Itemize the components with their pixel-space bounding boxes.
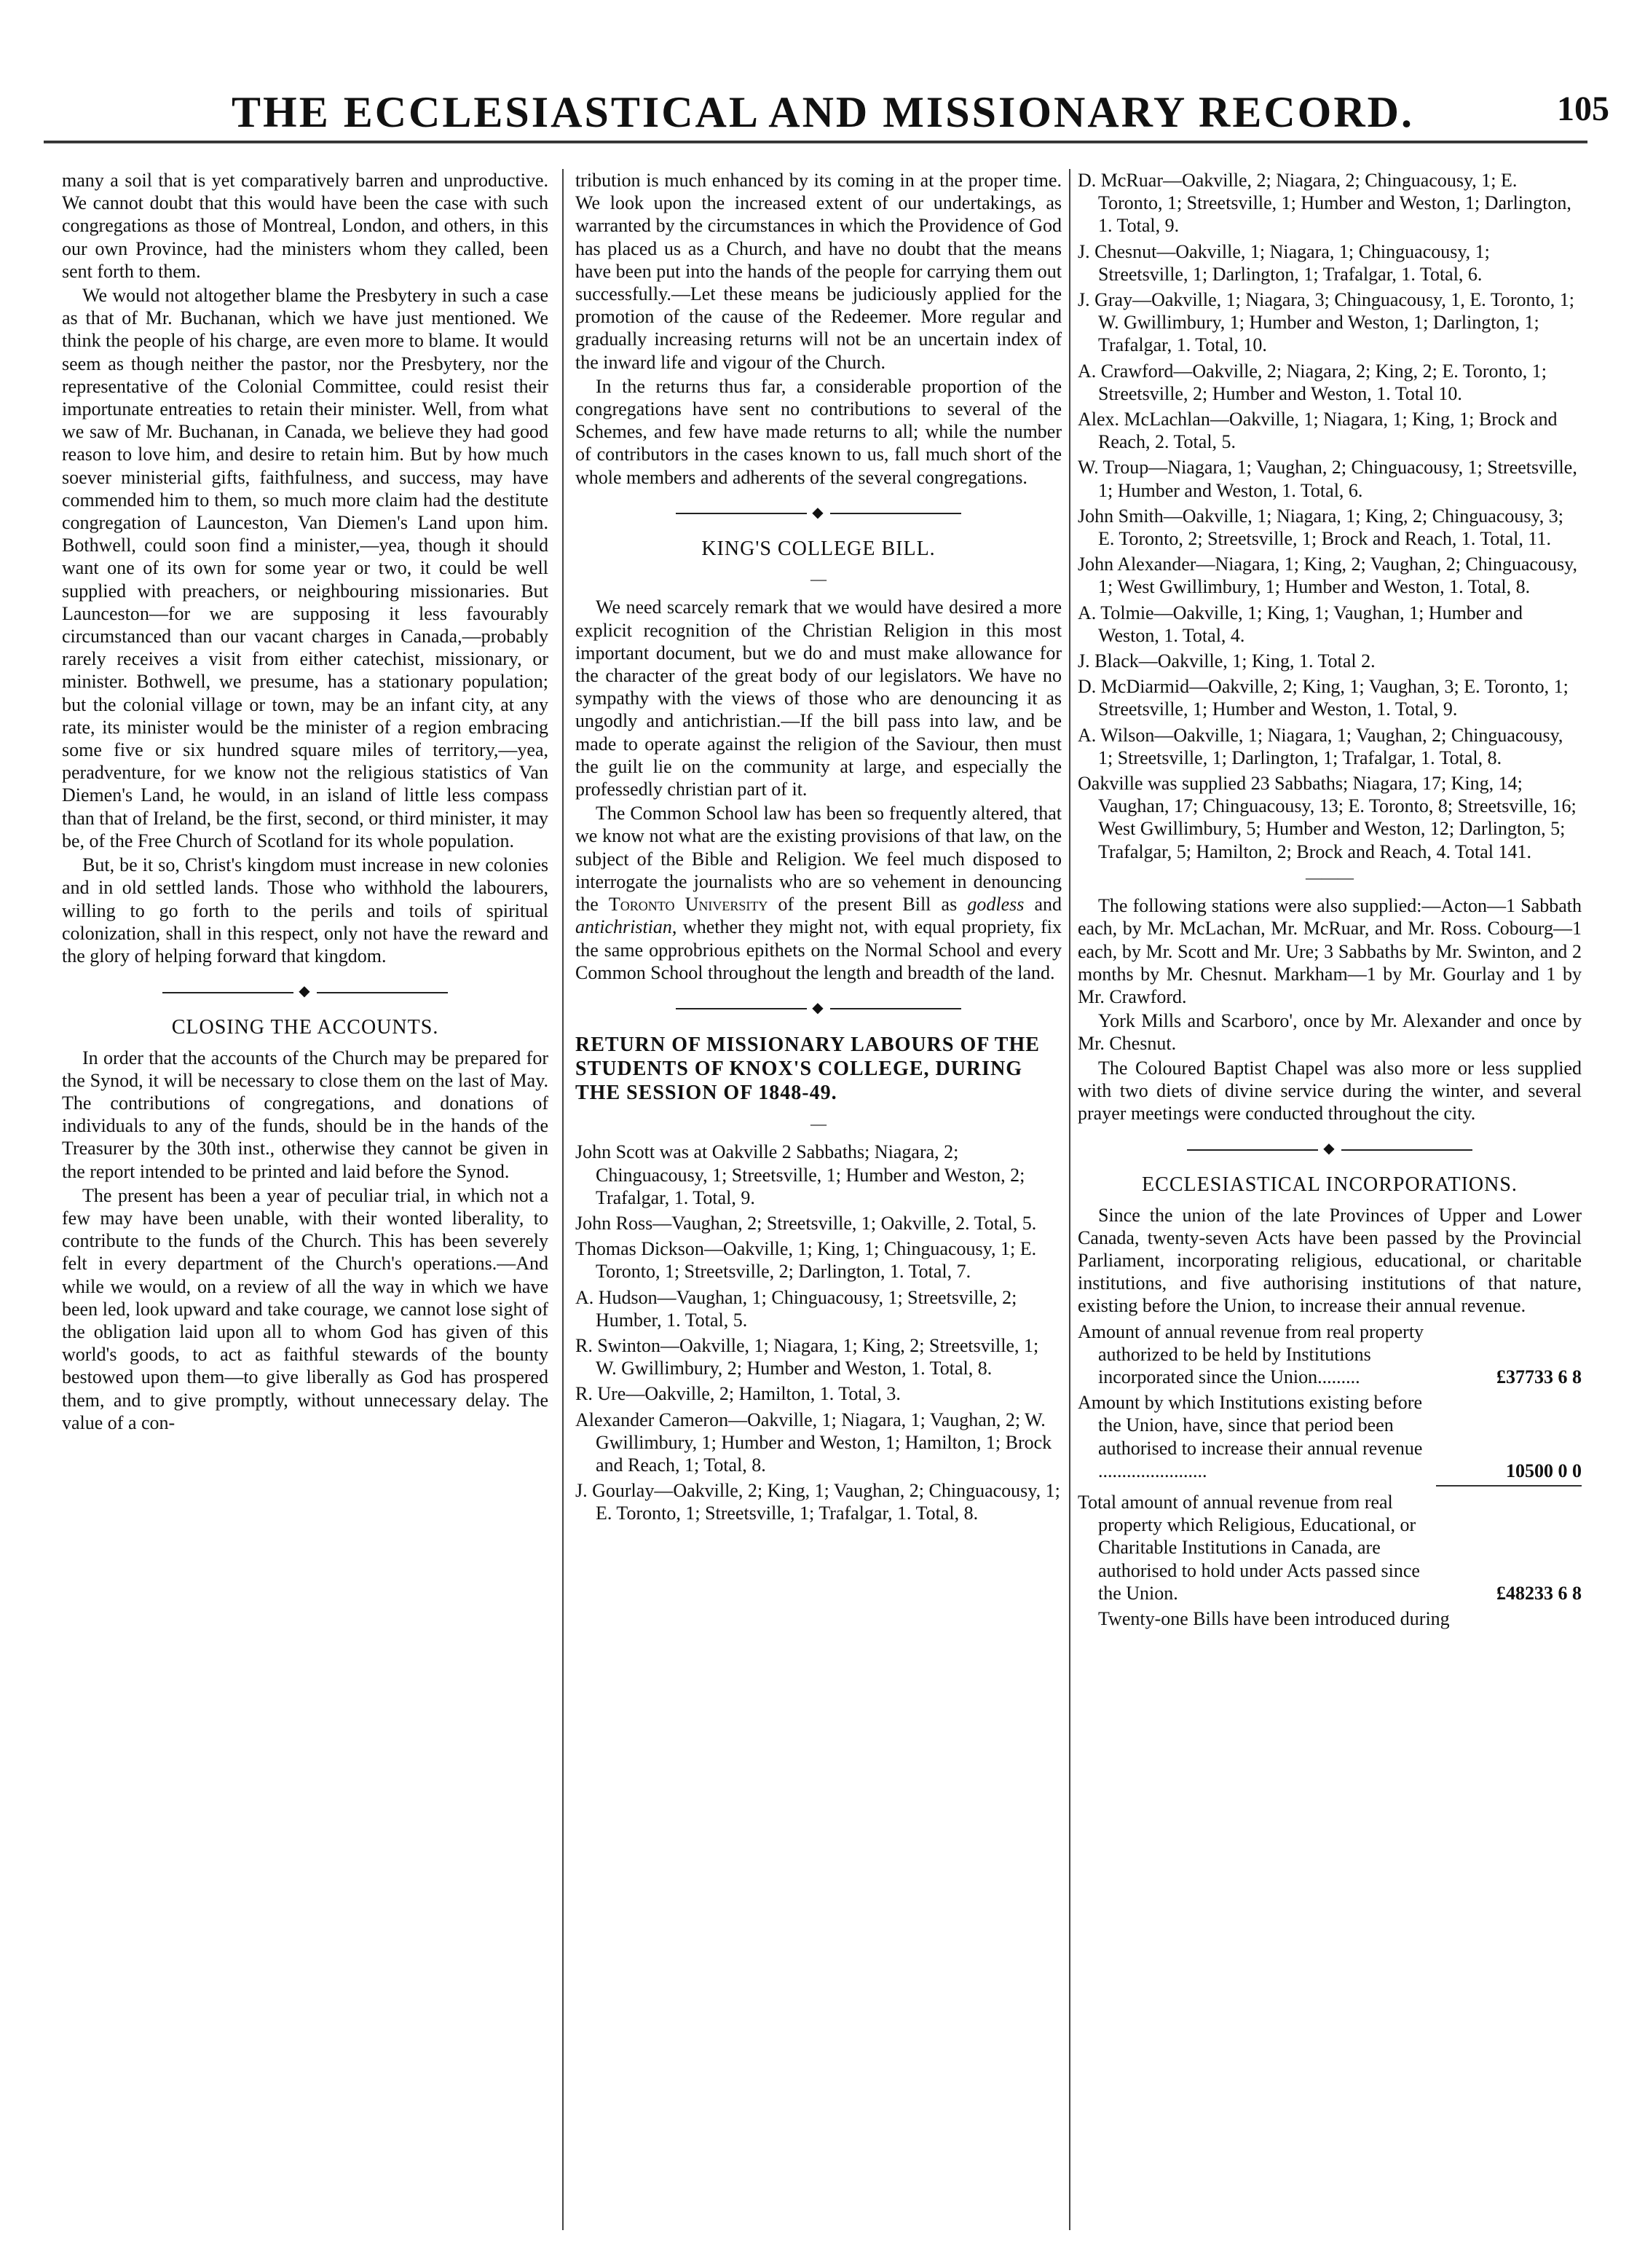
list-item: D. McDiarmid—Oakville, 2; King, 1; Vaughan, 3; E. Toronto, 1; Streetsville, 1; Humber and Weston, 1. Total, 9. <box>1078 676 1569 720</box>
column-left <box>62 169 548 2237</box>
list-item: A. Wilson—Oakville, 1; Niagara, 1; Vaughan, 2; Chinguacousy, 1; Streetsville, 1; Darlington, 1; Trafalgar, 1. Total, 8. <box>1078 724 1563 768</box>
list-item: John Scott was at Oakville 2 Sabbaths; Niagara, 2; Chinguacousy, 1; Streetsville, 1; Humber and Weston, 2; Trafalgar, 1. Total, 9. <box>575 1141 1025 1208</box>
revenue-row-total <box>1078 1491 1582 1604</box>
paragraph: In order that the accounts of the Church may be prepared for the Synod, it will be necessary to close them on the last of May. The contributions of congregations, and donations of individuals to any of the funds, should be in the hands of the Treasurer by the 30th inst., otherwise they cannot be given in the report intended to be printed and laid before the Synod. <box>62 1047 548 1182</box>
list-item: D. McRuar—Oakville, 2; Niagara, 2; Chinguacousy, 1; E. Toronto, 1; Streetsville, 1; Humber and Weston, 1; Darlington, 1. Total, 9. <box>1078 170 1571 237</box>
journal-title: THE ECCLESIASTICAL AND MISSIONARY RECORD. <box>232 88 1414 136</box>
column-divider <box>562 169 564 2230</box>
list-item: J. Black—Oakville, 1; King, 1. Total 2. <box>1078 650 1376 672</box>
paragraph: Twenty-one Bills have been introduced during <box>1098 1607 1450 1629</box>
revenue-label: Total amount of annual revenue from real property which Religious, Educational, or Charitable Institutions in Canada, are authorised to hold under Acts passed since the Union. <box>1078 1491 1420 1604</box>
section-ornament: ◆ <box>62 980 548 1003</box>
list-item: A. Crawford—Oakville, 2; Niagara, 2; King, 2; E. Toronto, 1; Streetsville, 2; Humber and Weston, 1. Total 10. <box>1078 360 1547 404</box>
paragraph: We would not altogether blame the Presbytery in such a case as that of Mr. Buchanan, which we have just mentioned. We think the people of his charge, are even more to blame. It would seem as though neither the pastor, nor the Presbytery, nor the representative of the Colonial Committee, could resist their importunate entreaties to retain their minister. Well, from what we saw of Mr. Buchanan, in Canada, we believe they had good reason to love him, and desire to retain him. But by how much soever ministerial gifts, faithfulness, and success, may have commended him to them, so much more claim had the destitute congregation of Launceston, Van Diemen's Land upon him. Bothwell, could soon find a minister,—yea, though it should want one of its own for some year or two, it could be well supplied with preachers, or neighbouring missionaries. But Launceston—for we are supposing it less favourably circumstanced than our vacant charges in Canada,—probably rarely receives a visit from either catechist, missionary, or minister. Bothwell, we presume, has a stationary population; but the colonial village or town, may be an infant city, at any rate, its minister would be the minister of a region embracing some five or six hundred square miles of territory,—yea, peradventure, for we know not the religious statistics of Van Diemen's Land, he would, in an island of little less compass than that of Ireland, be the first, second, or third minister, it may be, of the Free Church of Scotland for its whole population. <box>62 285 548 851</box>
list-item: J. Gourlay—Oakville, 2; King, 1; Vaughan, 2; Chinguacousy, 1; E. Toronto, 1; Streetsville, 1; Trafalgar, 1. Total, 8. <box>575 1480 1060 1524</box>
paragraph: York Mills and Scarboro', once by Mr. Alexander and once by Mr. Chesnut. <box>1078 1010 1582 1055</box>
section-ornament: ◆ <box>575 997 1062 1020</box>
section-title-kings-college: KING'S COLLEGE BILL. <box>701 538 936 561</box>
list-item: John Ross—Vaughan, 2; Streetsville, 1; Oakville, 2. Total, 5. <box>575 1212 1037 1234</box>
list-item: J. Chesnut—Oakville, 1; Niagara, 1; Chinguacousy, 1; Streetsville, 1; Darlington, 1; Trafalgar, 1. Total, 6. <box>1078 240 1490 285</box>
paragraph: many a soil that is yet comparatively barren and unproductive. We cannot doubt that this would have been the case with such congregations as those of Montreal, London, and others, in this our own Province, had the ministers whom they called, been sent forth to them. <box>62 170 548 282</box>
separator-dash: ——— <box>1306 867 1354 886</box>
header-rule <box>44 141 1587 143</box>
list-item: J. Gray—Oakville, 1; Niagara, 3; Chinguacousy, 1, E. Toronto, 1; W. Gwillimbury, 1; Humber and Weston, 1; Darlington, 1; Trafalgar, 1. Total, 10. <box>1078 289 1575 356</box>
column-middle <box>575 169 1062 2237</box>
list-item: John Smith—Oakville, 1; Niagara, 1; King, 2; Chinguacousy, 3; E. Toronto, 2; Streetsville, 1; Brock and Reach, 1. Total, 11. <box>1078 505 1564 550</box>
title-dash: — <box>810 1114 827 1133</box>
revenue-label: Amount by which Institutions existing before the Union, have, since that period been authorised to increase their annual revenue ....................... <box>1078 1392 1423 1481</box>
title-dash: — <box>810 570 827 588</box>
revenue-amount: 10500 0 0 <box>1506 1460 1582 1481</box>
section-title-return-missionary: RETURN OF MISSIONARY LABOURS OF THE STUDENTS OF KNOX'S COLLEGE, DURING THE SESSION OF 1848-49. <box>575 1033 1040 1105</box>
column-divider <box>1069 169 1070 2230</box>
paragraph: But, be it so, Christ's kingdom must increase in new colonies and in old settled lands. Those who withhold the labourers, willing to go forth to the perils and toils of spiritual colonization, shall in this respect, only not have the reward and the glory of helping forward that kingdom. <box>62 854 548 966</box>
list-item: Alex. McLachlan—Oakville, 1; Niagara, 1; King, 1; Brock and Reach, 2. Total, 5. <box>1078 409 1558 453</box>
revenue-row <box>1078 1320 1582 1389</box>
section-ornament: ◆ <box>575 502 1062 524</box>
list-item: R. Ure—Oakville, 2; Hamilton, 1. Total, 3. <box>575 1383 901 1405</box>
list-item: R. Swinton—Oakville, 1; Niagara, 1; King, 2; Streetsville, 1; W. Gwillimbury, 2; Humber and Weston, 1. Total, 8. <box>575 1334 1039 1379</box>
paragraph: The Common School law has been so frequently altered, that we know not what are the existing provisions of that law, on the subject of the Bible and Religion. We feel much disposed to interrogate the journalists who are so vehement in denouncing the Toronto University of the present Bill as godless and antichristian, whether they might not, with equal propriety, fix the same opprobrious epithets on the Normal School and every Common School throughout the length and breadth of the land. <box>575 803 1062 983</box>
revenue-label: Amount of annual revenue from real property authorized to be held by Institutions incorporated since the Union......... <box>1078 1320 1424 1387</box>
revenue-row <box>1078 1391 1582 1482</box>
list-item: A. Hudson—Vaughan, 1; Chinguacousy, 1; Streetsville, 2; Humber, 1. Total, 5. <box>575 1286 1017 1331</box>
paragraph: The following stations were also supplied:—Acton—1 Sabbath each, by Mr. McLachan, Mr. McRuar, and Mr. Ross. Cobourg—1 each, by Mr. Scott and Mr. Ure; 3 Sabbaths by Mr. Swinton, and 2 months by Mr. Chesnut. Markham—1 by Mr. Gourlay and 1 by Mr. Crawford. <box>1078 895 1582 1007</box>
total-rule <box>1436 1485 1582 1487</box>
paragraph: In the returns thus far, a considerable proportion of the congregations have sent no contributions to several of the Schemes, and few have made returns to all; while the number of contributors in the cases known to us, fall much short of the whole members and adherents of the several congregations. <box>575 375 1062 488</box>
revenue-amount: £37733 6 8 <box>1496 1366 1582 1387</box>
list-item: Thomas Dickson—Oakville, 1; King, 1; Chinguacousy, 1; E. Toronto, 1; Streetsville, 2; Darlington, 1. Total, 7. <box>575 1238 1037 1283</box>
list-item: A. Tolmie—Oakville, 1; King, 1; Vaughan, 1; Humber and Weston, 1. Total, 4. <box>1078 602 1523 646</box>
paragraph: The present has been a year of peculiar trial, in which not a few may have been unable, with their wonted liberality, to contribute to the funds of the Church. This has been severely felt in every department of the Church's operations.—And while we would, on a review of all the way in which we have been led, look upward and take courage, we cannot lose sight of the obligation laid upon all to whom God has given of this world's goods, to act as faithful stewards of the bounty bestowed upon them—to give liberally as God has prospered them, and to give promptly, without unnecessary delay. The value of a con- <box>62 1184 548 1433</box>
column-right <box>1078 169 1582 2237</box>
list-item-summary: Oakville was supplied 23 Sabbaths; Niagara, 17; King, 14; Vaughan, 17; Chinguacousy, 13; E. Toronto, 8; Streetsville, 16; West Gwillimbury, 5; Humber and Weston, 12; Darlington, 5; Trafalgar, 5; Hamilton, 2; Brock and Reach, 4. Total 141. <box>1078 773 1577 862</box>
paragraph: Since the union of the late Provinces of Upper and Lower Canada, twenty-seven Acts have been passed by the Provincial Parliament, incorporating religious, educational, or charitable institutions, and five authorising institutions of that nature, existing before the Union, to increase their annual revenue. <box>1078 1204 1582 1317</box>
list-item: John Alexander—Niagara, 1; King, 2; Vaughan, 2; Chinguacousy, 1; West Gwillimbury, 1; Humber and Weston, 1. Total, 8. <box>1078 554 1577 598</box>
paragraph: The Coloured Baptist Chapel was also more or less supplied with two diets of divine service during the winter, and several prayer meetings were conducted throughout the city. <box>1078 1057 1582 1124</box>
revenue-amount: £48233 6 8 <box>1496 1582 1582 1604</box>
section-title-closing-accounts: CLOSING THE ACCOUNTS. <box>171 1016 439 1039</box>
page-header <box>29 66 1617 136</box>
section-title-ecclesiastical-incorporations: ECCLESIASTICAL INCORPORATIONS. <box>1142 1173 1518 1197</box>
paragraph: We need scarcely remark that we would have desired a more explicit recognition of the Christian Religion in this most important document, but we do and must make allowance for the character of the great body of our legislators. We have no sympathy with the views of those who are denouncing it as ungodly and antichristian.—If the bill pass into law, and be made to operate against the religion of the Saviour, then must the guilt lie on the community at large, and especially the professedly christian part of it. <box>575 596 1062 800</box>
page-number: 105 <box>1557 90 1609 128</box>
paragraph: tribution is much enhanced by its coming in at the proper time. We look upon the increased extent of our undertakings, as warranted by the circumstances in which the Providence of God has placed us as a Church, and have no doubt that the means have been put into the hands of the people for carrying them out successfully.—Let these means be judiciously applied for the promotion of the cause of the Redeemer. More regular and gradually increasing returns will not be an uncertain index of the inward life and vigour of the Church. <box>575 170 1062 373</box>
list-item: W. Troup—Niagara, 1; Vaughan, 2; Chinguacousy, 1; Streetsville, 1; Humber and Weston, 1. Total, 6. <box>1078 457 1577 501</box>
list-item: Alexander Cameron—Oakville, 1; Niagara, 1; Vaughan, 2; W. Gwillimbury, 1; Humber and Weston, 1; Hamilton, 1; Brock and Reach, 1; Total, 8. <box>575 1409 1052 1476</box>
section-ornament: ◆ <box>1078 1138 1582 1160</box>
